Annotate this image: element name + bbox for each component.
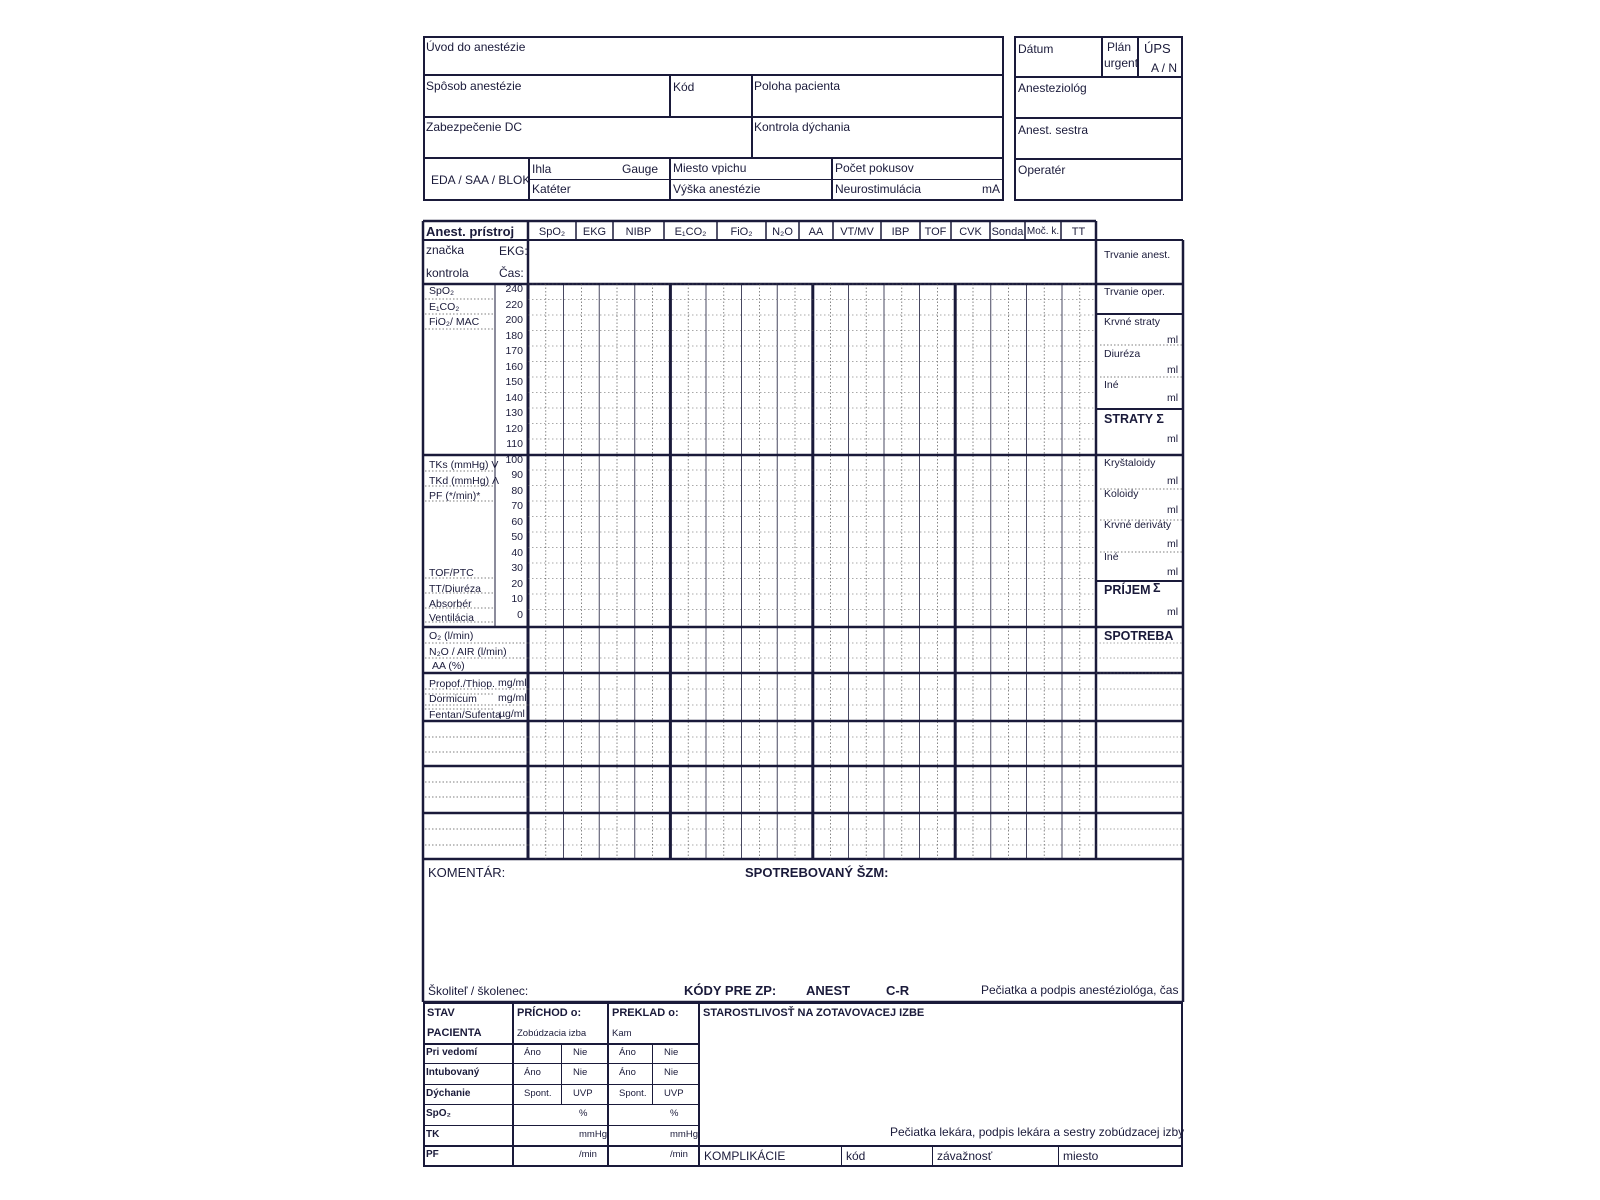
scale-tick: 240 bbox=[505, 283, 523, 295]
tks-label: TKs (mmHg) V bbox=[429, 459, 499, 471]
spotreba-label: SPOTREBA bbox=[1104, 629, 1174, 643]
spotrebovany-label: SPOTREBOVANÝ ŠZM: bbox=[745, 865, 889, 880]
spo2-label: SpO₂ bbox=[429, 285, 455, 297]
status-cell-a2: UVP bbox=[573, 1087, 593, 1099]
status-cell-label: Dýchanie bbox=[426, 1087, 471, 1099]
scale-tick: 200 bbox=[505, 314, 523, 326]
column-header-8: IBP bbox=[891, 226, 910, 238]
ml-2: ml bbox=[1167, 364, 1179, 376]
neurostimulacia-label: Neurostimulácia bbox=[835, 182, 922, 196]
fio2-label: FiO₂/ MAC bbox=[429, 316, 480, 328]
diureza-label: Diuréza bbox=[1104, 348, 1141, 360]
eda-label: EDA / SAA / BLOK bbox=[431, 173, 531, 187]
column-header-5: N₂O bbox=[772, 226, 793, 238]
column-header-13: TT bbox=[1071, 226, 1086, 238]
propof-unit: mg/ml bbox=[498, 677, 527, 689]
gauge-label: Gauge bbox=[622, 162, 659, 176]
status-cell-a2: Nie bbox=[573, 1047, 588, 1058]
skolitel-label: Školiteľ / školenec: bbox=[428, 984, 529, 998]
scale-tick: 180 bbox=[505, 329, 523, 342]
scale-tick: 40 bbox=[511, 546, 523, 559]
prijem-label: PRÍJEM bbox=[1104, 583, 1151, 597]
fentan-unit: µg/ml bbox=[499, 708, 525, 720]
status-cell-a2: mmHg bbox=[579, 1128, 607, 1140]
scale-tick: 80 bbox=[511, 484, 523, 497]
scale-tick: 220 bbox=[505, 298, 523, 311]
scale-tick: 130 bbox=[505, 407, 523, 419]
absorber-label: Absorbér bbox=[429, 598, 472, 610]
column-header-7: VT/MV bbox=[840, 226, 874, 238]
status-cell-a2: Nie bbox=[573, 1067, 588, 1079]
dormicum-unit: mg/ml bbox=[498, 692, 527, 704]
komentar-label: KOMENTÁR: bbox=[428, 865, 506, 880]
zabezpecenie-label: Zabezpečenie DC bbox=[426, 120, 523, 134]
kod-label: Kód bbox=[673, 80, 695, 94]
status-cell-label: Pri vedomí bbox=[426, 1047, 478, 1058]
anesteziolog-label: Anesteziológ bbox=[1018, 81, 1087, 95]
sigma-label: Σ bbox=[1153, 581, 1161, 595]
kody-label: KÓDY PRE ZP: bbox=[684, 983, 777, 998]
krvne-derivaty-label: Krvné deriváty bbox=[1104, 519, 1172, 531]
koloidy-label: Koloidy bbox=[1104, 488, 1139, 500]
preklad-label: PREKLAD o: bbox=[612, 1007, 679, 1019]
scale-tick: 110 bbox=[506, 438, 523, 450]
column-header-1: EKG bbox=[582, 226, 607, 238]
status-cell-b2: UVP bbox=[664, 1087, 684, 1099]
miesto-label: miesto bbox=[1063, 1149, 1099, 1163]
anest-pristroj-label: Anest. prístroj bbox=[426, 224, 515, 239]
an-label: A / N bbox=[1151, 61, 1178, 75]
status-cell-b1: Áno bbox=[619, 1047, 636, 1058]
status-cell-a2: % bbox=[579, 1108, 588, 1120]
status-cell-b1: Áno bbox=[619, 1067, 636, 1079]
ine-2-label: Iné bbox=[1104, 551, 1119, 563]
pacienta-label: PACIENTA bbox=[427, 1027, 482, 1039]
scale-tick: 90 bbox=[511, 469, 523, 481]
pocet-pokusov-label: Počet pokusov bbox=[835, 161, 914, 175]
kontrola-label: kontrola bbox=[426, 266, 469, 280]
starostlivost-label: STAROSTLIVOSŤ NA ZOTAVOVACEJ IZBE bbox=[703, 1007, 925, 1019]
ml-4: ml bbox=[1167, 433, 1179, 445]
aa-label: AA (%) bbox=[432, 660, 465, 672]
column-header-12: Moč. k. bbox=[1026, 226, 1060, 237]
scale-tick: 70 bbox=[511, 500, 523, 512]
column-header-9: TOF bbox=[924, 226, 947, 238]
uvod-label: Úvod do anestézie bbox=[426, 40, 526, 54]
status-cell-a1: Áno bbox=[524, 1047, 541, 1058]
scale-tick: 10 bbox=[511, 593, 523, 605]
fentan-label: Fentan/Sufenta bbox=[429, 709, 501, 721]
komplikacie-label: KOMPLIKÁCIE bbox=[704, 1149, 786, 1163]
krvne-straty-label: Krvné straty bbox=[1104, 316, 1161, 328]
vyska-label: Výška anestézie bbox=[673, 182, 761, 196]
znacka-label: značka bbox=[426, 243, 465, 257]
ma-label: mA bbox=[982, 182, 1000, 196]
zavaznost-label: závažnosť bbox=[937, 1149, 993, 1163]
scale-tick: 50 bbox=[511, 531, 523, 543]
column-header-4: FiO₂ bbox=[730, 226, 753, 238]
komplikacie-kod-label: kód bbox=[846, 1149, 866, 1163]
status-cell-label: Intubovaný bbox=[426, 1067, 480, 1079]
operater-label: Operatér bbox=[1018, 163, 1066, 177]
prichod-label: PRÍCHOD o: bbox=[517, 1007, 582, 1019]
ml-7: ml bbox=[1167, 538, 1179, 550]
column-header-2: NIBP bbox=[625, 226, 652, 238]
ml-3: ml bbox=[1167, 392, 1179, 404]
scale-tick: 0 bbox=[517, 608, 523, 621]
ine-1-label: Iné bbox=[1104, 379, 1119, 391]
cas-label: Čas: bbox=[499, 266, 524, 280]
dormicum-label: Dormicum bbox=[429, 693, 477, 705]
scale-tick: 150 bbox=[505, 376, 523, 388]
status-cell-label: PF bbox=[426, 1149, 439, 1160]
kam-label: Kam bbox=[612, 1028, 632, 1039]
datum-label: Dátum bbox=[1018, 42, 1054, 56]
plan-label: Plán bbox=[1107, 40, 1132, 54]
status-cell-a1: Áno bbox=[524, 1067, 541, 1079]
propof-label: Propof./Thiop. bbox=[429, 678, 495, 690]
stav-label: STAV bbox=[427, 1007, 455, 1019]
pf-label: PF (*/min)* bbox=[429, 490, 481, 502]
poloha-label: Poloha pacienta bbox=[754, 79, 841, 93]
cr-code-label: C-R bbox=[886, 983, 910, 998]
column-header-0: SpO₂ bbox=[538, 226, 566, 238]
column-header-6: AA bbox=[808, 226, 824, 238]
scale-tick: 160 bbox=[505, 360, 523, 373]
ml-9: ml bbox=[1167, 606, 1179, 618]
status-cell-a1: Spont. bbox=[524, 1087, 552, 1099]
straty-label: STRATY Σ bbox=[1104, 412, 1164, 426]
ml-1: ml bbox=[1167, 334, 1179, 346]
ml-5: ml bbox=[1167, 475, 1179, 487]
ihla-label: Ihla bbox=[532, 162, 552, 176]
sposob-label: Spôsob anestézie bbox=[426, 79, 522, 93]
ml-8: ml bbox=[1167, 566, 1179, 578]
tt-label: TT/Diuréza bbox=[429, 583, 481, 595]
scale-tick: 120 bbox=[505, 422, 523, 435]
status-cell-label: SpO₂ bbox=[426, 1108, 451, 1120]
scale-tick: 170 bbox=[505, 345, 523, 357]
kontrola-dychania-label: Kontrola dýchania bbox=[754, 120, 851, 134]
scale-tick: 30 bbox=[511, 562, 523, 574]
column-header-10: CVK bbox=[959, 226, 982, 238]
anest-code-label: ANEST bbox=[806, 983, 851, 998]
etco2-label: E₁CO₂ bbox=[429, 301, 460, 313]
zobudzacia-label: Zobúdzacia izba bbox=[517, 1028, 587, 1039]
peciatka-lekara-label: Pečiatka lekára, podpis lekára a sestry zobúdzacej izby bbox=[890, 1125, 1185, 1139]
trvanie-anest-label: Trvanie anest. bbox=[1104, 249, 1171, 261]
column-header-11: Sonda bbox=[991, 226, 1024, 238]
ventilacia-label: Ventilácia bbox=[429, 612, 474, 624]
status-cell-b1: Spont. bbox=[619, 1087, 647, 1099]
scale-tick: 100 bbox=[505, 453, 523, 466]
tkd-label: TKd (mmHg) Λ bbox=[429, 475, 500, 487]
tof-label: TOF/PTC bbox=[429, 567, 474, 579]
miesto-vpichu-label: Miesto vpichu bbox=[673, 161, 747, 175]
status-cell-b2: % bbox=[670, 1108, 679, 1120]
krystaloidy-label: Kryštaloidy bbox=[1104, 457, 1156, 469]
sestra-label: Anest. sestra bbox=[1018, 123, 1089, 137]
o2-label: O₂ (l/min) bbox=[429, 630, 474, 642]
status-cell-a2: /min bbox=[579, 1149, 597, 1160]
column-header-3: E₁CO₂ bbox=[674, 226, 707, 238]
peciatka-anest-label: Pečiatka a podpis anestéziológa, čas bbox=[981, 983, 1179, 997]
ekg-label: EKG: bbox=[499, 244, 528, 258]
scale-tick: 60 bbox=[511, 515, 523, 528]
status-cell-b2: Nie bbox=[664, 1047, 679, 1058]
scale-tick: 140 bbox=[505, 391, 523, 404]
status-cell-label: TK bbox=[426, 1128, 440, 1140]
ml-6: ml bbox=[1167, 504, 1179, 516]
status-cell-b2: Nie bbox=[664, 1067, 679, 1079]
urgent-label: urgent bbox=[1104, 56, 1139, 70]
n2o-label: N₂O / AIR (l/min) bbox=[429, 646, 507, 658]
kateter-label: Katéter bbox=[532, 182, 571, 196]
status-cell-b2: /min bbox=[670, 1149, 688, 1160]
trvanie-oper-label: Trvanie oper. bbox=[1104, 286, 1165, 298]
ups-label: ÚPS bbox=[1144, 41, 1171, 56]
status-cell-b2: mmHg bbox=[670, 1128, 698, 1140]
scale-tick: 20 bbox=[511, 577, 523, 590]
